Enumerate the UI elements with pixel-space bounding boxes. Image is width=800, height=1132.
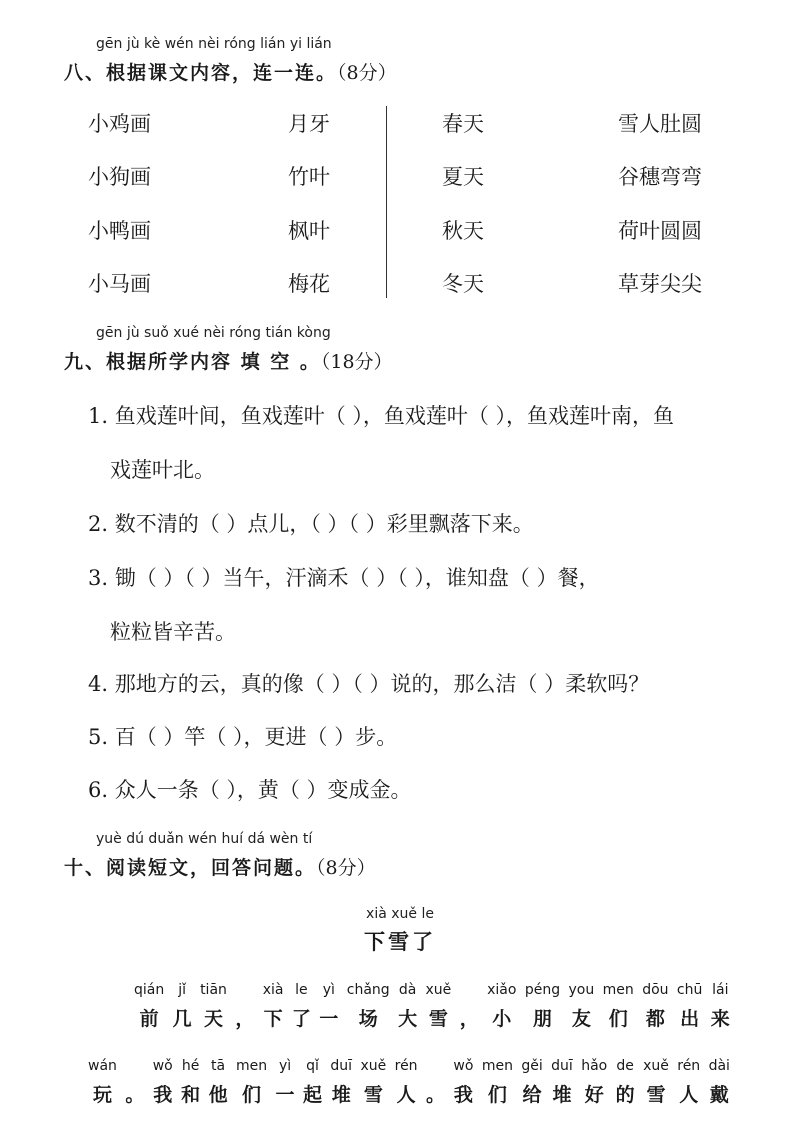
ruby-char (521, 1058, 542, 1106)
ruby-pinyin: de (616, 1058, 634, 1074)
ruby-char (347, 982, 390, 1030)
ruby-hanzi: 给 (522, 1084, 542, 1106)
ruby-char (677, 1058, 700, 1106)
fill-line-5[interactable]: 5. 百（ ）竿（ ），更进（ ）步。 (88, 725, 398, 749)
picture-2[interactable]: 竹叶 (288, 165, 330, 189)
ruby-pinyin: tiān (200, 982, 227, 998)
ruby-pinyin: xuě (425, 982, 452, 998)
ruby-pinyin: wǒ (453, 1058, 474, 1074)
ruby-char (330, 1058, 352, 1106)
fill-line-6[interactable]: 6. 众人一条（ ），黄（ ）变成金。 (88, 778, 412, 802)
ruby-char (569, 982, 595, 1030)
section10-heading (64, 853, 376, 880)
ruby-hanzi: ， (459, 1008, 479, 1030)
picture-3[interactable]: 枫叶 (288, 219, 330, 243)
ruby-pinyin: tā (211, 1058, 226, 1074)
season-4[interactable]: 冬天 (442, 272, 484, 296)
passage-line-2 (88, 1058, 730, 1106)
ruby-char (200, 982, 227, 1030)
ruby-hanzi: 都 (645, 1008, 665, 1030)
ruby-pinyin: qián (134, 982, 165, 998)
ruby-char (643, 1058, 669, 1106)
ruby-hanzi: 小 (492, 1008, 512, 1030)
ruby-pinyin: wán (88, 1058, 117, 1074)
ruby-pinyin: péng (524, 982, 561, 998)
ruby-pinyin: le (295, 982, 308, 998)
ruby-char (125, 1058, 144, 1106)
section8-pinyin: gēn jù kè wén nèi róng lián yi lián (96, 36, 332, 52)
animal-3[interactable]: 小鸭画 (88, 219, 151, 243)
ruby-char (134, 982, 164, 1030)
ruby-char (426, 982, 452, 1030)
fill-line-1[interactable]: 1. 鱼戏莲叶间，鱼戏莲叶（ ），鱼戏莲叶（ ），鱼戏莲叶南，鱼 (88, 404, 675, 428)
ruby-hanzi: 起 (302, 1084, 322, 1106)
animal-2[interactable]: 小狗画 (88, 165, 151, 189)
section8-score: （8分） (337, 62, 397, 84)
animal-4[interactable]: 小马画 (88, 272, 151, 296)
ruby-hanzi: 的 (615, 1084, 635, 1106)
ruby-pinyin: chū (676, 982, 703, 998)
ruby-hanzi: ， (235, 1008, 255, 1030)
ruby-pinyin: men (481, 1058, 513, 1074)
ruby-pinyin: dài (708, 1058, 730, 1074)
ruby-char (525, 982, 560, 1030)
fill-line-3-cont: 粒粒皆辛苦。 (110, 620, 236, 644)
feature-3[interactable]: 荷叶圆圆 (618, 219, 702, 243)
ruby-hanzi: 们 (487, 1084, 507, 1106)
ruby-char (603, 982, 634, 1030)
ruby-pinyin: rén (394, 1058, 418, 1074)
ruby-hanzi: 雪 (646, 1084, 666, 1106)
ruby-pinyin: gěi (521, 1058, 543, 1074)
picture-4[interactable]: 梅花 (288, 272, 330, 296)
ruby-hanzi: 们 (608, 1008, 628, 1030)
ruby-pinyin: xiǎo (487, 982, 517, 998)
ruby-hanzi: 们 (242, 1084, 262, 1106)
ruby-pinyin: jǐ (178, 982, 187, 998)
ruby-char (276, 1058, 295, 1106)
ruby-char (426, 1058, 445, 1106)
ruby-char (319, 982, 338, 1030)
ruby-hanzi: 好 (584, 1084, 604, 1106)
ruby-hanzi: 雪 (428, 1008, 448, 1030)
ruby-hanzi: 。 (125, 1084, 145, 1106)
ruby-pinyin: rén (677, 1058, 701, 1074)
fill-line-3[interactable]: 3. 锄（ ）（ ）当午，汗滴禾（ ）（ ），谁知盘（ ）餐， (88, 566, 600, 590)
ruby-hanzi: 几 (172, 1008, 192, 1030)
ruby-hanzi: 前 (139, 1008, 159, 1030)
ruby-hanzi: 场 (358, 1008, 378, 1030)
ruby-hanzi: 一 (319, 1008, 339, 1030)
ruby-char (642, 982, 668, 1030)
feature-2[interactable]: 谷穗弯弯 (618, 165, 702, 189)
ruby-hanzi: 人 (396, 1084, 416, 1106)
ruby-hanzi: 天 (203, 1008, 223, 1030)
ruby-hanzi: 他 (208, 1084, 228, 1106)
ruby-char (460, 982, 479, 1030)
ruby-char (181, 1058, 200, 1106)
ruby-pinyin: dà (398, 982, 417, 998)
section8-heading-text: 八、根据课文内容，连一连。 (64, 62, 338, 84)
ruby-char (551, 1058, 573, 1106)
section10-score: （8分） (316, 857, 376, 879)
ruby-char (153, 1058, 173, 1106)
section8-heading (64, 58, 397, 85)
ruby-pinyin: qǐ (306, 1058, 319, 1074)
ruby-char (209, 1058, 228, 1106)
fill-line-1-cont: 戏莲叶北。 (110, 458, 215, 482)
fill-line-2[interactable]: 2. 数不清的（ ）点儿，（ ）（ ）彩里飘落下来。 (88, 512, 534, 536)
ruby-hanzi: 我 (453, 1084, 473, 1106)
section9-heading-text: 九、根据所学内容 填 空 。 (64, 351, 321, 373)
ruby-pinyin: dōu (642, 982, 669, 998)
column-divider (386, 106, 387, 298)
ruby-char (236, 1058, 267, 1106)
ruby-hanzi: 玩 (92, 1084, 112, 1106)
ruby-pinyin: duī (551, 1058, 573, 1074)
ruby-char (292, 982, 311, 1030)
ruby-char (235, 982, 254, 1030)
ruby-char (677, 982, 702, 1030)
ruby-char (453, 1058, 473, 1106)
season-2[interactable]: 夏天 (442, 165, 484, 189)
ruby-pinyin: xuě (360, 1058, 387, 1074)
section9-pinyin: gēn jù suǒ xué nèi róng tián kòng (96, 325, 331, 341)
ruby-hanzi: 堆 (552, 1084, 572, 1106)
ruby-hanzi: 来 (710, 1008, 730, 1030)
season-1[interactable]: 春天 (442, 112, 484, 136)
ruby-hanzi: 雪 (363, 1084, 383, 1106)
passage-title-pinyin: xià xuě le (366, 906, 434, 922)
ruby-pinyin: you (568, 982, 595, 998)
ruby-pinyin: hǎo (581, 1058, 608, 1074)
section10-pinyin: yuè dú duǎn wén huí dá wèn tí (96, 831, 313, 847)
passage-line-1 (134, 982, 730, 1030)
ruby-char (711, 982, 730, 1030)
ruby-hanzi: 戴 (709, 1084, 729, 1106)
section10-heading-text: 十、阅读短文，回答问题。 (64, 857, 317, 879)
ruby-pinyin: hé (181, 1058, 200, 1074)
ruby-char (487, 982, 516, 1030)
ruby-hanzi: 友 (571, 1008, 591, 1030)
ruby-hanzi: 出 (680, 1008, 700, 1030)
ruby-hanzi: 朋 (532, 1008, 552, 1030)
ruby-pinyin: lái (712, 982, 729, 998)
ruby-hanzi: 一 (275, 1084, 295, 1106)
ruby-char (709, 1058, 730, 1106)
ruby-pinyin: wǒ (152, 1058, 173, 1074)
ruby-pinyin: xià (262, 982, 284, 998)
ruby-hanzi: 大 (398, 1008, 418, 1030)
ruby-char (263, 982, 284, 1030)
ruby-hanzi: 人 (679, 1084, 699, 1106)
ruby-hanzi: 我 (153, 1084, 173, 1106)
ruby-char (173, 982, 192, 1030)
ruby-char (360, 1058, 386, 1106)
section9-heading (64, 347, 393, 374)
ruby-pinyin: yì (278, 1058, 292, 1074)
passage-title: 下雪了 (364, 930, 436, 954)
fill-line-4[interactable]: 4. 那地方的云，真的像（ ）（ ）说的，那么洁（ ）柔软吗？ (88, 672, 650, 696)
ruby-hanzi: 下 (263, 1008, 283, 1030)
ruby-hanzi: 和 (181, 1084, 201, 1106)
ruby-hanzi: 堆 (331, 1084, 351, 1106)
feature-4[interactable]: 草芽尖尖 (618, 272, 702, 296)
ruby-char (482, 1058, 513, 1106)
animal-1[interactable]: 小鸡画 (88, 112, 151, 136)
ruby-char (398, 982, 417, 1030)
ruby-char (88, 1058, 117, 1106)
season-3[interactable]: 秋天 (442, 219, 484, 243)
ruby-pinyin: xuě (643, 1058, 669, 1074)
ruby-hanzi: 了 (291, 1008, 311, 1030)
ruby-char (581, 1058, 607, 1106)
ruby-char (303, 1058, 322, 1106)
section9-score: （18分） (320, 351, 393, 373)
ruby-char (395, 1058, 418, 1106)
ruby-char (616, 1058, 635, 1106)
picture-1[interactable]: 月牙 (288, 112, 330, 136)
ruby-pinyin: duī (330, 1058, 353, 1074)
ruby-pinyin: chǎng (346, 982, 390, 998)
ruby-pinyin: men (602, 982, 634, 998)
ruby-pinyin: yì (322, 982, 335, 998)
ruby-pinyin: men (236, 1058, 268, 1074)
ruby-hanzi: 。 (425, 1084, 445, 1106)
feature-1[interactable]: 雪人肚圆 (618, 112, 702, 136)
